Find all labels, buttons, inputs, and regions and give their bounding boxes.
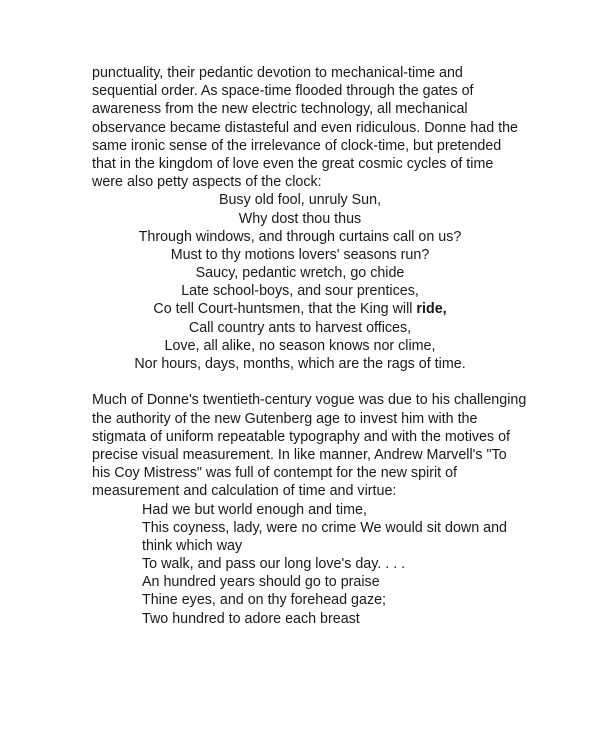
- poem-line: Nor hours, days, months, which are the rags of time.: [134, 356, 466, 372]
- poem-line: Why dost thou thus: [238, 210, 362, 227]
- text-line: the authority of the new Gutenberg age to invest him with the: [92, 410, 478, 427]
- paragraph-gap: [92, 373, 512, 391]
- text-line: Much of Donne's twentieth-century vogue was due to his challenging: [92, 392, 527, 409]
- document-page: [92, 64, 527, 628]
- paragraph-2: [92, 391, 527, 500]
- poem-line: Through windows, and through curtains call on us?: [138, 228, 462, 245]
- poem-line: Late school-boys, and sour prentices,: [181, 283, 419, 300]
- poem-line: Busy old fool, unruly Sun,: [218, 192, 382, 209]
- text-line: awareness from the new electric technology, all mechanical: [92, 101, 468, 118]
- poem-line: An hundred years should go to praise: [142, 574, 380, 591]
- poem-line: Saucy, pedantic wretch, go chide: [195, 265, 405, 282]
- donne-poem-quote: [92, 191, 512, 373]
- text-line: precise visual measurement. In like manner, Andrew Marvell's "To: [92, 446, 507, 463]
- poem-line: To walk, and pass our long love's day. . . .: [142, 556, 406, 573]
- text-line: stigmata of uniform repeatable typography and with the motives of: [92, 428, 511, 445]
- poem-line: Thine eyes, and on thy forehead gaze;: [142, 592, 387, 609]
- text-line: were also petty aspects of the clock:: [92, 174, 322, 191]
- poem-line: think which way: [142, 537, 243, 554]
- paragraph-1: [92, 64, 519, 191]
- poem-line: [92, 300, 508, 318]
- poem-line: Love, all alike, no season knows nor clime,: [164, 337, 436, 354]
- marvell-poem-quote: [92, 501, 512, 628]
- poem-line: Must to thy motions lovers' seasons run?: [170, 246, 430, 263]
- text-line: measurement and calculation of time and virtue:: [92, 483, 397, 500]
- poem-line: This coyness, lady, were no crime We would sit down and: [142, 519, 507, 536]
- text-line: his Coy Mistress" was full of contempt for the new spirit of: [92, 465, 458, 482]
- text-line: observance became distasteful and even ridiculous. Donne had the: [92, 119, 519, 136]
- text-line: punctuality, their pedantic devotion to mechanical-time and: [92, 65, 463, 81]
- bold-word: ride,: [416, 301, 447, 318]
- poem-line: Two hundred to adore each breast: [142, 610, 360, 627]
- poem-line: Had we but world enough and time,: [142, 501, 367, 518]
- text-line: that in the kingdom of love even the great cosmic cycles of time: [92, 155, 494, 172]
- poem-line: Call country ants to harvest offices,: [188, 319, 412, 336]
- poem-line-text: Co tell Court-huntsmen, that the King will: [153, 301, 413, 318]
- text-line: same ironic sense of the irrelevance of clock-time, but pretended: [92, 137, 502, 154]
- text-line: sequential order. As space-time flooded through the gates of: [92, 83, 474, 100]
